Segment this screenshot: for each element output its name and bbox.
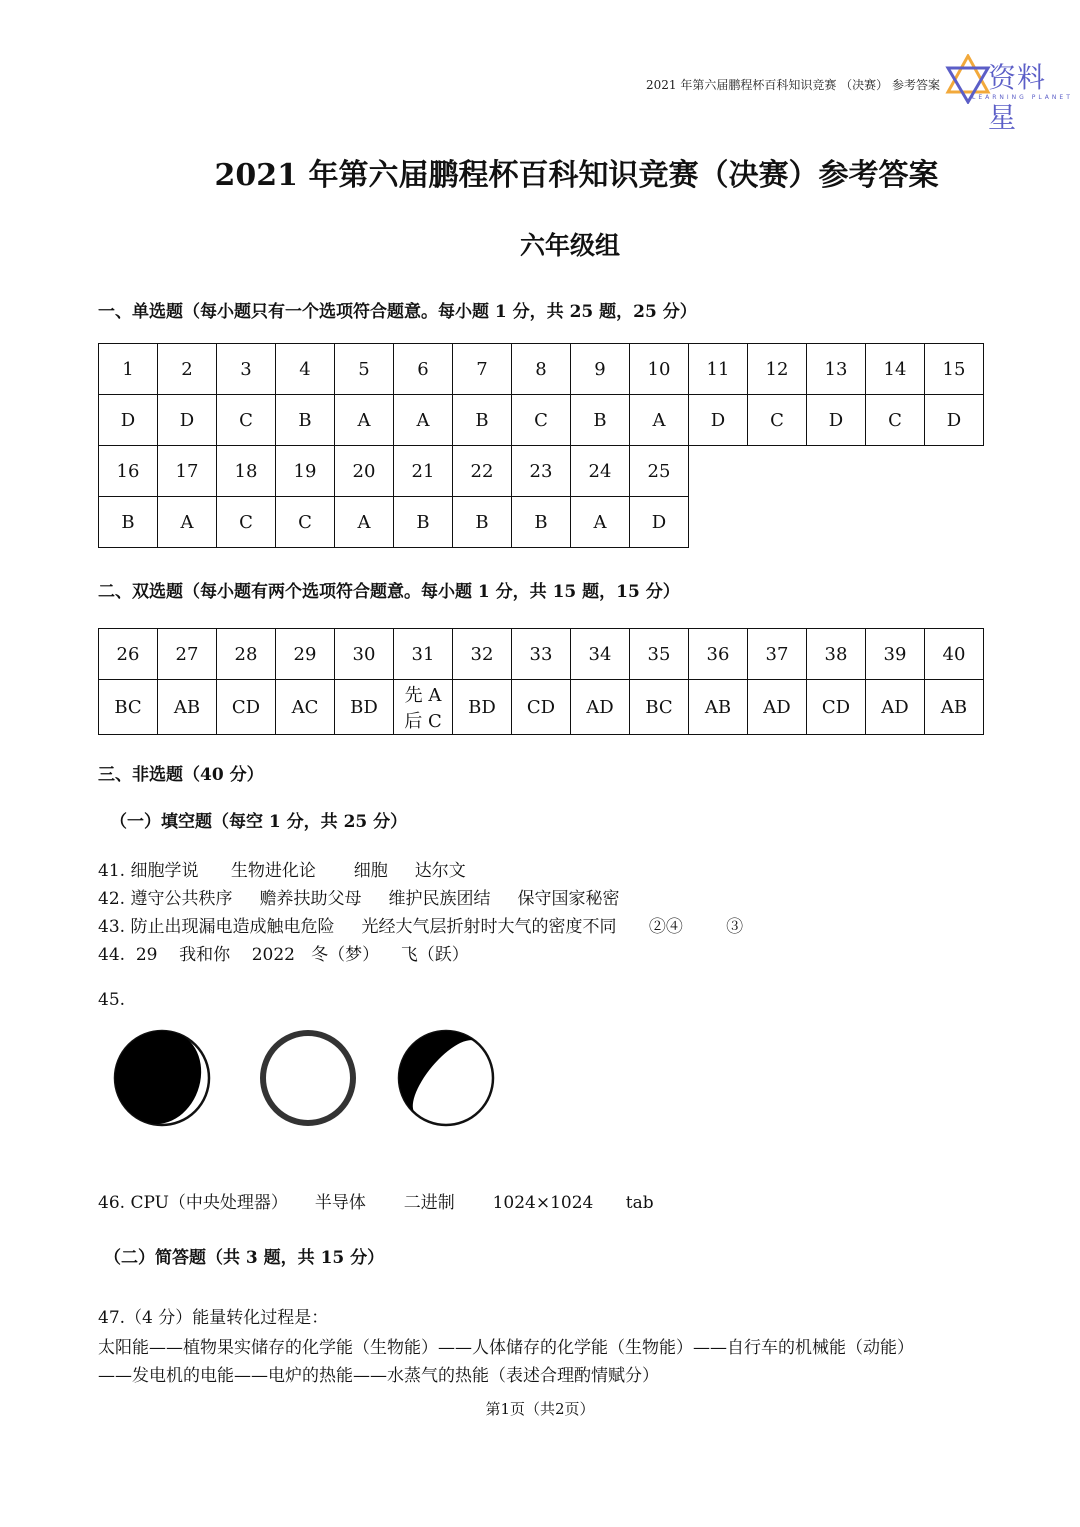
answer-cell: A	[335, 395, 394, 446]
answer-cell: D	[689, 395, 748, 446]
answer-cell: 先 A 后 C	[394, 680, 453, 735]
moon-phase-2-icon	[258, 1028, 358, 1128]
answer-cell: A	[158, 497, 217, 548]
question-number-cell: 18	[217, 446, 276, 497]
question-number-cell: 28	[217, 629, 276, 680]
question-number-cell: 5	[335, 344, 394, 395]
answer-cell: D	[158, 395, 217, 446]
question-number-cell: 27	[158, 629, 217, 680]
question-number-cell: 33	[512, 629, 571, 680]
question-number-cell: 9	[571, 344, 630, 395]
answer-cell: AB	[689, 680, 748, 735]
answer-cell: BD	[335, 680, 394, 735]
answer-cell: BD	[453, 680, 512, 735]
answer-cell: D	[99, 395, 158, 446]
question-number-cell: 22	[453, 446, 512, 497]
section1-heading: 一、单选题（每小题只有一个选项符合题意。每小题 1 分，共 25 题，25 分）	[98, 302, 697, 322]
question-number-cell: 10	[630, 344, 689, 395]
answer-cell: D	[925, 395, 984, 446]
question-number-cell: 7	[453, 344, 512, 395]
answer-cell: A	[335, 497, 394, 548]
question-number-cell: 20	[335, 446, 394, 497]
section3-heading: 三、非选题（40 分）	[98, 765, 264, 785]
question-number-cell: 14	[866, 344, 925, 395]
answer-cell: CD	[217, 680, 276, 735]
question-number-cell: 34	[571, 629, 630, 680]
fill-blank-heading: （一）填空题（每空 1 分，共 25 分）	[110, 812, 408, 832]
answer-cell: B	[512, 497, 571, 548]
question-number-cell: 1	[99, 344, 158, 395]
answer-q46: 46. CPU（中央处理器） 半导体 二进制 1024×1024 tab	[98, 1193, 654, 1213]
answer-q47-head: 47.（4 分）能量转化过程是：	[98, 1308, 329, 1328]
question-number-cell: 31	[394, 629, 453, 680]
moon-phase-1-icon	[112, 1028, 212, 1128]
section2-heading: 二、双选题（每小题有两个选项符合题意。每小题 1 分，共 15 题，15 分）	[98, 582, 680, 602]
answer-cell: CD	[807, 680, 866, 735]
question-number-cell: 4	[276, 344, 335, 395]
answer-q45: 45.	[98, 990, 126, 1010]
answer-cell: B	[394, 497, 453, 548]
question-number-cell: 25	[630, 446, 689, 497]
answer-cell: B	[453, 395, 512, 446]
answer-cell: CD	[512, 680, 571, 735]
question-number-cell: 2	[158, 344, 217, 395]
question-number-cell: 29	[276, 629, 335, 680]
answer-cell: A	[394, 395, 453, 446]
single-choice-table	[98, 343, 984, 548]
answer-cell: D	[630, 497, 689, 548]
question-number-cell: 11	[689, 344, 748, 395]
double-choice-table	[98, 628, 984, 735]
question-number-cell: 35	[630, 629, 689, 680]
answer-q47-line1: 太阳能——植物果实储存的化学能（生物能）——人体储存的化学能（生物能）——自行车的机械能（动能）	[98, 1338, 914, 1358]
answer-cell: AB	[925, 680, 984, 735]
moon-phase-3-icon	[396, 1028, 496, 1128]
question-number-cell: 37	[748, 629, 807, 680]
page-subtitle: 六年级组	[519, 231, 620, 260]
logo-text: 资料星	[988, 61, 1047, 134]
answer-cell: C	[866, 395, 925, 446]
answer-cell: B	[453, 497, 512, 548]
answer-q44: 44. 29 我和你 2022 冬（梦） 飞（跃）	[98, 945, 469, 965]
question-number-cell: 3	[217, 344, 276, 395]
answer-q41: 41. 细胞学说 生物进化论 细胞 达尔文	[98, 861, 466, 881]
answer-cell: C	[748, 395, 807, 446]
answer-cell: C	[512, 395, 571, 446]
question-number-cell: 24	[571, 446, 630, 497]
question-number-cell: 13	[807, 344, 866, 395]
logo-subtext: LEARNING PLANET	[972, 94, 1073, 101]
answer-cell: B	[99, 497, 158, 548]
answer-cell: B	[276, 395, 335, 446]
question-number-cell: 15	[925, 344, 984, 395]
answer-cell: AD	[866, 680, 925, 735]
page-footer: 第1页（共2页）	[485, 1400, 595, 1418]
answer-cell: BC	[99, 680, 158, 735]
answer-q43: 43. 防止出现漏电造成触电危险 光经大气层折射时大气的密度不同 ②④ ③	[98, 917, 744, 937]
question-number-cell: 23	[512, 446, 571, 497]
question-number-cell: 19	[276, 446, 335, 497]
answer-cell: C	[217, 497, 276, 548]
running-header: 2021 年第六届鹏程杯百科知识竞赛 （决赛） 参考答案	[646, 78, 940, 92]
answer-cell: BC	[630, 680, 689, 735]
question-number-cell: 39	[866, 629, 925, 680]
page-title: 2021 年第六届鹏程杯百科知识竞赛（决赛）参考答案	[214, 158, 939, 193]
question-number-cell: 12	[748, 344, 807, 395]
answer-cell: AD	[571, 680, 630, 735]
answer-cell: A	[571, 497, 630, 548]
answer-cell: B	[571, 395, 630, 446]
question-number-cell: 38	[807, 629, 866, 680]
answer-cell: C	[276, 497, 335, 548]
logo	[944, 54, 1074, 134]
question-number-cell: 30	[335, 629, 394, 680]
answer-cell: D	[807, 395, 866, 446]
short-answer-heading: （二）简答题（共 3 题，共 15 分）	[104, 1248, 385, 1268]
question-number-cell: 6	[394, 344, 453, 395]
question-number-cell: 8	[512, 344, 571, 395]
answer-cell: A	[630, 395, 689, 446]
answer-q42: 42. 遵守公共秩序 赡养扶助父母 维护民族团结 保守国家秘密	[98, 889, 620, 909]
answer-q47-line2: ——发电机的电能——电炉的热能——水蒸气的热能（表述合理酌情赋分）	[98, 1366, 659, 1386]
question-number-cell: 16	[99, 446, 158, 497]
question-number-cell: 21	[394, 446, 453, 497]
answer-cell: C	[217, 395, 276, 446]
question-number-cell: 26	[99, 629, 158, 680]
answer-cell: AD	[748, 680, 807, 735]
answer-cell: AB	[158, 680, 217, 735]
answer-cell: AC	[276, 680, 335, 735]
question-number-cell: 36	[689, 629, 748, 680]
question-number-cell: 40	[925, 629, 984, 680]
question-number-cell: 17	[158, 446, 217, 497]
question-number-cell: 32	[453, 629, 512, 680]
